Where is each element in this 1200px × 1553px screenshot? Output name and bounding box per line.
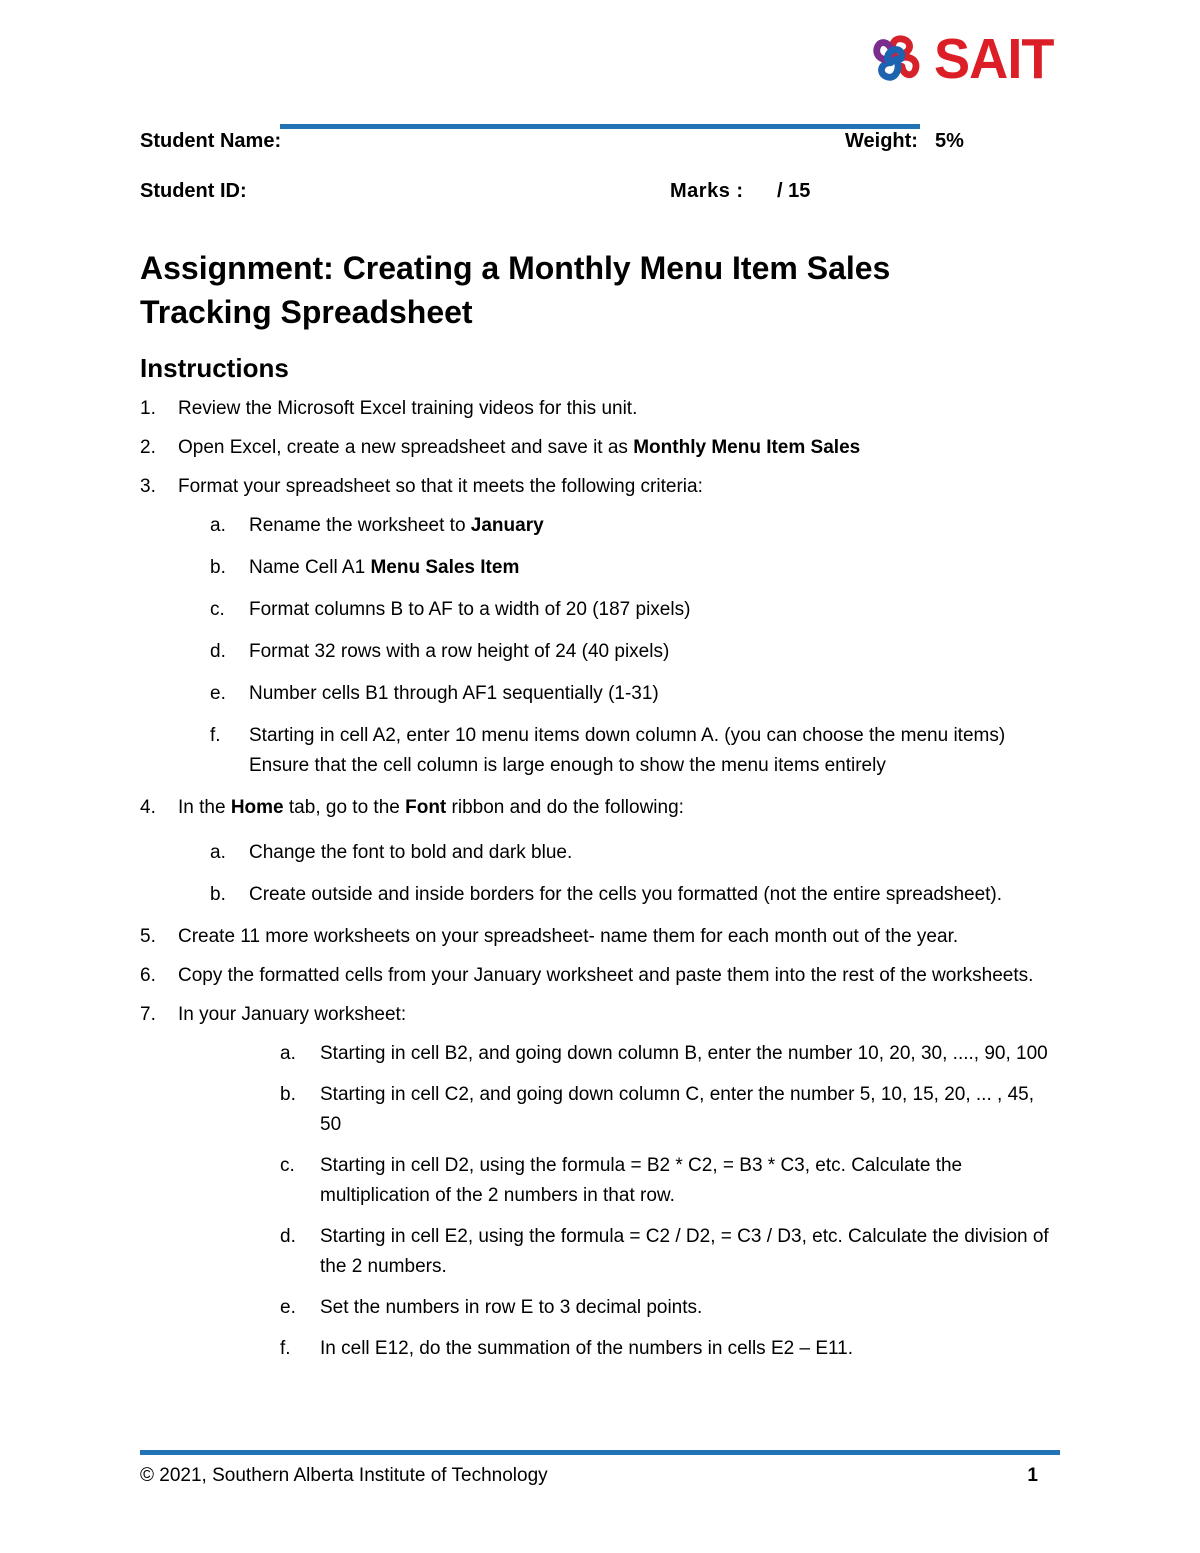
sait-logo	[866, 28, 1060, 90]
list-item	[140, 793, 1060, 823]
list-marker: 5.	[140, 926, 156, 947]
list-item-emphasis: January	[470, 515, 544, 536]
list-marker: e.	[280, 1297, 296, 1318]
list-item-text: In your January worksheet:	[178, 1004, 407, 1025]
student-name-label: Student Name:	[140, 130, 282, 152]
list-item	[140, 1151, 1060, 1211]
list-item	[140, 637, 1060, 667]
list-item-text: Starting in cell D2, using the formula = B2 * C2, = B3 * C3, etc. Calculate the multiplication of the 2 numbers in that row.	[320, 1155, 963, 1206]
student-id-row	[140, 180, 1060, 230]
list-item-text-mid: tab, go to the	[283, 797, 406, 818]
list-item	[140, 433, 1060, 463]
list-item-text-after: ribbon and do the following:	[446, 797, 684, 818]
list-item-text: Create outside and inside borders for the cells you formatted (not the entire spreadsheet).	[249, 884, 1003, 905]
list-item-text: Starting in cell A2, enter 10 menu items down column A. (you can choose the menu items) Ensure that the cell column is large enough to show the menu items entirely	[249, 725, 1006, 776]
list-item	[140, 961, 1060, 991]
list-item-text: Format 32 rows with a row height of 24 (40 pixels)	[249, 641, 670, 662]
list-marker: c.	[210, 599, 225, 620]
list-marker: b.	[280, 1084, 296, 1105]
list-item	[140, 1293, 1060, 1323]
instructions-list	[140, 394, 1060, 1364]
list-item-text: Name Cell A1	[249, 557, 371, 578]
list-marker: 2.	[140, 437, 156, 458]
list-item-text: Create 11 more worksheets on your spreadsheet- name them for each month out of the year.	[178, 926, 959, 947]
footer-rule	[140, 1450, 1060, 1455]
marks-label: Marks :	[670, 180, 744, 202]
sait-pinwheel-logo-icon	[866, 28, 928, 90]
list-marker: e.	[210, 683, 226, 704]
sait-wordmark: SAIT	[934, 26, 1054, 91]
list-item	[140, 1000, 1060, 1030]
list-marker: b.	[210, 884, 226, 905]
list-marker: a.	[210, 515, 226, 536]
section-heading-instructions: Instructions	[140, 353, 289, 383]
list-marker: 1.	[140, 398, 156, 419]
list-item	[140, 1080, 1060, 1140]
list-item-emphasis: Home	[230, 797, 284, 818]
list-item-emphasis-2: Font	[405, 797, 447, 818]
list-item-emphasis: Menu Sales Item	[370, 557, 520, 578]
list-item	[140, 595, 1060, 625]
student-name-row	[140, 130, 1060, 180]
list-marker: f.	[280, 1338, 291, 1359]
list-item-text: Change the font to bold and dark blue.	[249, 842, 573, 863]
document-header	[140, 0, 1060, 130]
list-item-text: Number cells B1 through AF1 sequentially (1-31)	[249, 683, 659, 704]
list-marker: c.	[280, 1155, 295, 1176]
list-marker: a.	[280, 1043, 296, 1064]
list-item	[140, 1222, 1060, 1282]
list-item-text: Starting in cell B2, and going down column B, enter the number 10, 20, 30, ...., 90, 100	[320, 1043, 1048, 1064]
list-item	[140, 880, 1060, 910]
list-item-text: Starting in cell C2, and going down column C, enter the number 5, 10, 15, 20, ... , 45, 50	[320, 1084, 1034, 1135]
list-item	[140, 553, 1060, 583]
list-marker: d.	[210, 641, 226, 662]
list-item	[140, 394, 1060, 424]
list-marker: d.	[280, 1226, 296, 1247]
footer-row	[140, 1465, 1060, 1491]
list-item	[140, 838, 1060, 868]
list-item-text: Rename the worksheet to	[249, 515, 471, 536]
marks-value: / 15	[777, 180, 811, 202]
list-item	[140, 1334, 1060, 1364]
copyright-text: © 2021, Southern Alberta Institute of Technology	[140, 1465, 548, 1486]
list-item-text: In cell E12, do the summation of the numbers in cells E2 – E11.	[320, 1338, 853, 1359]
list-marker: 4.	[140, 797, 156, 818]
list-item	[140, 1039, 1060, 1069]
list-item-emphasis: Monthly Menu Item Sales	[633, 437, 861, 458]
list-item-text: Copy the formatted cells from your January worksheet and paste them into the rest of the worksheets.	[178, 965, 1034, 986]
document-footer	[140, 1450, 1060, 1491]
list-marker: a.	[210, 842, 226, 863]
list-item	[140, 472, 1060, 502]
list-item	[140, 721, 1060, 781]
list-item	[140, 922, 1060, 952]
weight-value: 5%	[935, 130, 964, 152]
header-rule	[280, 124, 920, 129]
list-marker: f.	[210, 725, 221, 746]
list-item-text: Format your spreadsheet so that it meets the following criteria:	[178, 476, 703, 497]
list-item-text: In the	[178, 797, 231, 818]
list-marker: 6.	[140, 965, 156, 986]
page-number: 1	[1027, 1465, 1038, 1486]
list-item-text: Format columns B to AF to a width of 20 (187 pixels)	[249, 599, 691, 620]
list-item-text: Review the Microsoft Excel training videos for this unit.	[178, 398, 638, 419]
list-marker: 3.	[140, 476, 156, 497]
list-item	[140, 511, 1060, 541]
weight-label: Weight:	[845, 130, 918, 152]
student-id-label: Student ID:	[140, 180, 247, 202]
list-marker: 7.	[140, 1004, 156, 1025]
page-title: Assignment: Creating a Monthly Menu Item Sales Tracking Spreadsheet	[140, 250, 891, 330]
list-item-text: Starting in cell E2, using the formula = C2 / D2, = C3 / D3, etc. Calculate the division of the 2 numbers.	[320, 1226, 1049, 1277]
list-marker: b.	[210, 557, 226, 578]
list-item	[140, 679, 1060, 709]
list-item-text: Open Excel, create a new spreadsheet and save it as	[178, 437, 634, 458]
list-item-text: Set the numbers in row E to 3 decimal points.	[320, 1297, 703, 1318]
